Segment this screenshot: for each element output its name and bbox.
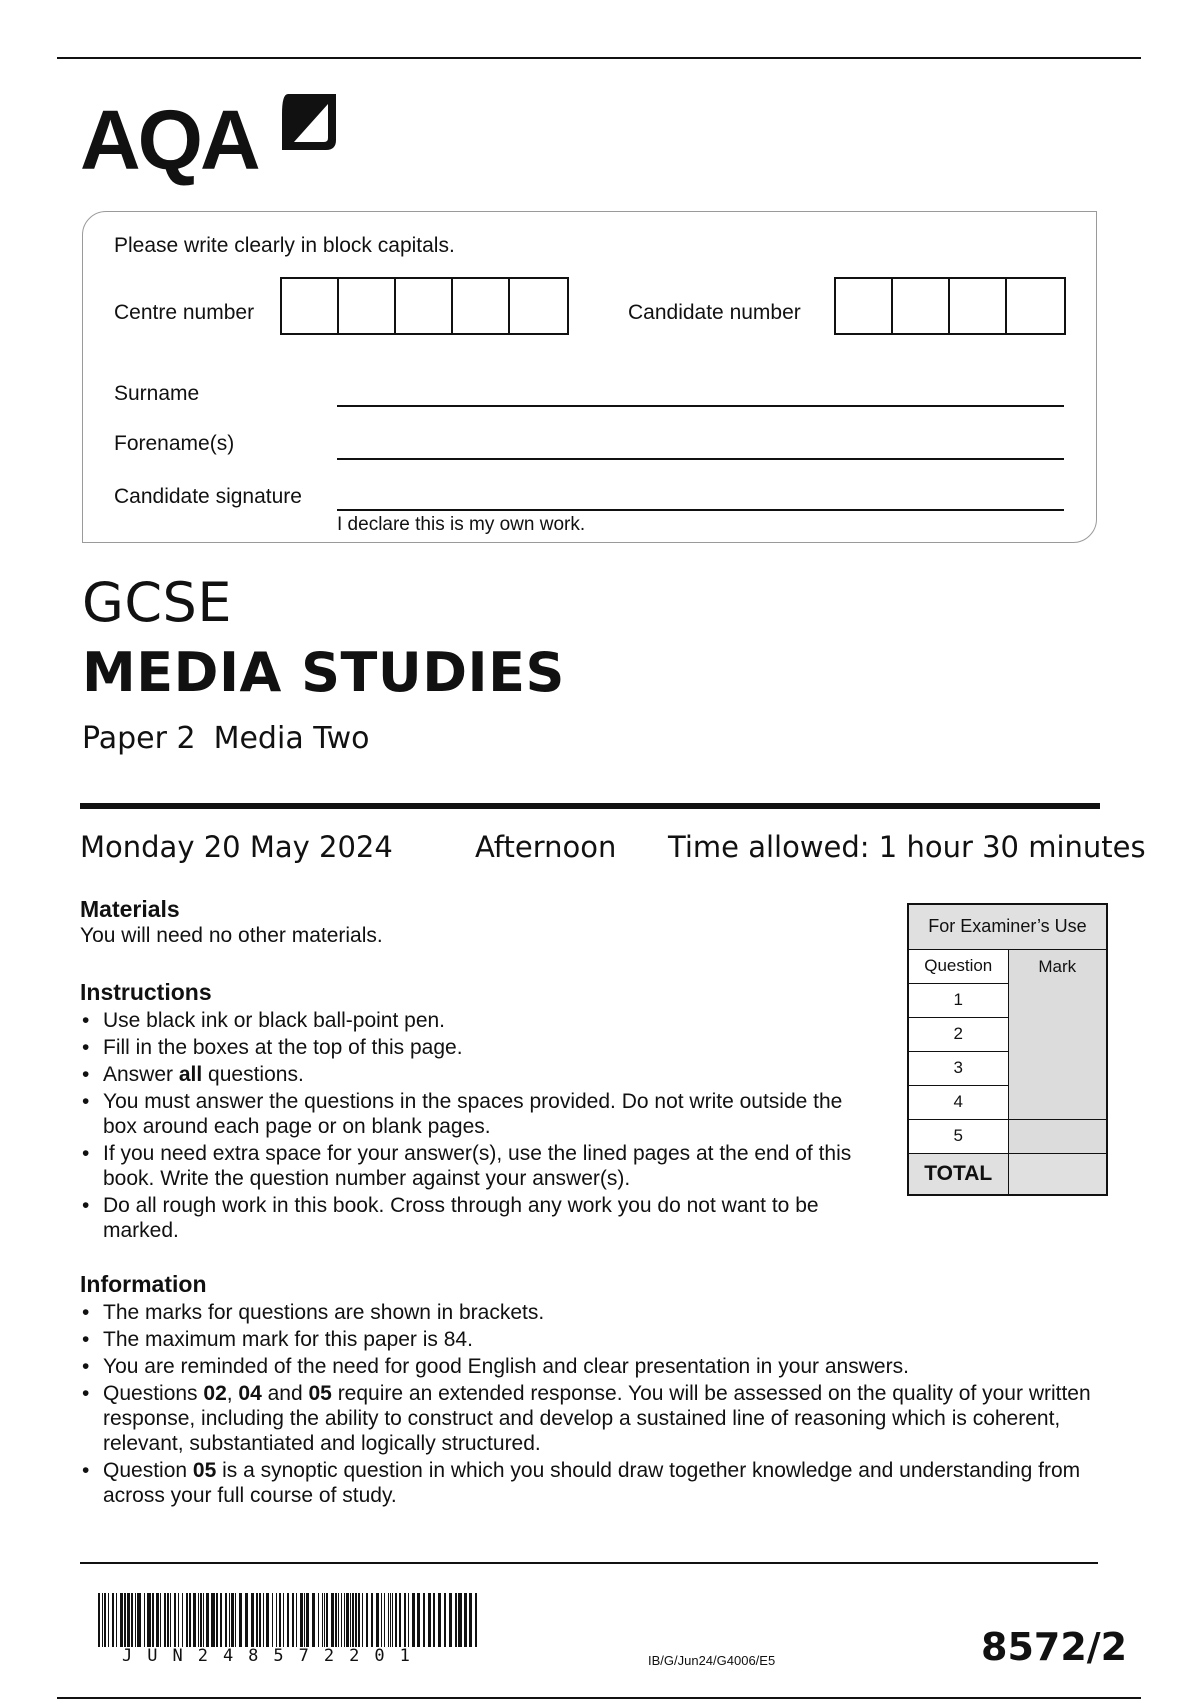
barcode-bar bbox=[324, 1593, 325, 1647]
barcode-bar bbox=[104, 1593, 106, 1647]
instructions-heading: Instructions bbox=[80, 979, 212, 1005]
question-column-header: Question bbox=[908, 949, 1008, 983]
question-ref-04: 04 bbox=[238, 1382, 262, 1405]
barcode-bar bbox=[174, 1593, 176, 1647]
barcode-bar bbox=[189, 1593, 191, 1647]
barcode-bar bbox=[225, 1593, 227, 1647]
barcode-bar bbox=[392, 1593, 393, 1647]
centre-digit-box[interactable] bbox=[282, 279, 339, 333]
barcode-bar bbox=[355, 1593, 357, 1647]
barcode-bar bbox=[245, 1593, 248, 1647]
paper-title bbox=[82, 721, 387, 756]
top-rule bbox=[57, 57, 1141, 59]
instruction-item bbox=[80, 1062, 880, 1087]
information-item: • The maximum mark for this paper is 84. bbox=[80, 1327, 1115, 1352]
question-number-cell: 5 bbox=[908, 1119, 1008, 1153]
instruction-item: • Fill in the boxes at the top of this page. bbox=[80, 1035, 880, 1060]
barcode-bar bbox=[428, 1593, 431, 1647]
information-item: • You are reminded of the need for good English and clear presentation in your answers. bbox=[80, 1354, 1115, 1379]
question-ref-05: 05 bbox=[308, 1382, 332, 1405]
barcode-bar bbox=[371, 1593, 373, 1647]
barcode-bar bbox=[164, 1593, 166, 1647]
barcode-bar bbox=[322, 1593, 323, 1647]
qualification-title: GCSE bbox=[82, 571, 232, 634]
information-item bbox=[80, 1381, 1115, 1456]
instructions-list bbox=[80, 1008, 880, 1245]
information-heading: Information bbox=[80, 1271, 207, 1297]
aqa-logo bbox=[80, 92, 342, 188]
barcode-bar bbox=[203, 1593, 204, 1647]
barcode-bar bbox=[341, 1593, 342, 1647]
instruction-item: • You must answer the questions in the spaces provided. Do not write outside the box around each page or on blank pages. bbox=[80, 1089, 880, 1139]
candidate-number-label: Candidate number bbox=[628, 301, 801, 324]
barcode-bar bbox=[170, 1593, 171, 1647]
question-number-cell: 4 bbox=[908, 1085, 1008, 1119]
instruction-item: • If you need extra space for your answer(s), use the lined pages at the end of this book. Write the question number against your answer(s). bbox=[80, 1141, 880, 1191]
subject-title: MEDIA STUDIES bbox=[82, 641, 565, 704]
signature-line[interactable] bbox=[337, 509, 1064, 511]
barcode-bar bbox=[259, 1593, 261, 1647]
question-ref-02: 02 bbox=[203, 1382, 227, 1405]
barcode-bar bbox=[412, 1593, 415, 1647]
candidate-digit-box[interactable] bbox=[1007, 279, 1064, 333]
centre-number-label: Centre number bbox=[114, 301, 255, 324]
instruction-item: • Use black ink or black ball-point pen. bbox=[80, 1008, 880, 1033]
information-item: • The marks for questions are shown in brackets. bbox=[80, 1300, 1115, 1325]
barcode-bar bbox=[127, 1593, 130, 1647]
bottom-rule bbox=[57, 1697, 1141, 1699]
barcode-bar bbox=[408, 1593, 409, 1647]
examiner-use-heading: For Examiner’s Use bbox=[908, 904, 1107, 949]
barcode-bar bbox=[283, 1593, 284, 1647]
exam-session: Afternoon bbox=[475, 830, 617, 864]
barcode-bar bbox=[335, 1593, 337, 1647]
barcode-bar bbox=[235, 1593, 236, 1647]
barcode-bar bbox=[404, 1593, 406, 1647]
barcode-bar bbox=[352, 1593, 354, 1647]
barcode-bar bbox=[229, 1593, 230, 1647]
aqa-logo-text: AQA bbox=[80, 93, 258, 187]
surname-line[interactable] bbox=[337, 405, 1064, 407]
centre-digit-box[interactable] bbox=[339, 279, 396, 333]
barcode-bar bbox=[318, 1593, 319, 1647]
barcode-bar bbox=[231, 1593, 234, 1647]
centre-number-boxes[interactable] bbox=[280, 277, 569, 335]
barcode-bar bbox=[304, 1593, 305, 1647]
barcode-bar bbox=[256, 1593, 258, 1647]
barcode-bar bbox=[449, 1593, 452, 1647]
time-allowed: Time allowed: 1 hour 30 minutes bbox=[668, 830, 1146, 864]
signature-label: Candidate signature bbox=[114, 485, 302, 508]
declaration-text: I declare this is my own work. bbox=[337, 514, 586, 535]
candidate-digit-box[interactable] bbox=[950, 279, 1007, 333]
materials-text: You will need no other materials. bbox=[80, 924, 383, 947]
mark-column-header: Mark bbox=[1008, 949, 1107, 1119]
barcode-bar bbox=[160, 1593, 161, 1647]
barcode-bar bbox=[306, 1593, 309, 1647]
barcode-bar bbox=[147, 1593, 151, 1647]
surname-label: Surname bbox=[114, 382, 200, 405]
barcode-bar bbox=[124, 1593, 126, 1647]
barcode-bar bbox=[112, 1593, 114, 1647]
barcode-bar bbox=[186, 1593, 188, 1647]
paper-name: Media Two bbox=[213, 721, 370, 756]
barcode-bar bbox=[266, 1593, 269, 1647]
barcode-bar bbox=[300, 1593, 303, 1647]
barcode-bar bbox=[200, 1593, 202, 1647]
centre-digit-box[interactable] bbox=[396, 279, 453, 333]
title-divider bbox=[80, 803, 1100, 809]
barcode-bar bbox=[458, 1593, 462, 1647]
barcode-bar bbox=[444, 1593, 446, 1647]
barcode-bar bbox=[287, 1593, 289, 1647]
information-item bbox=[80, 1458, 1115, 1508]
footer-rule bbox=[80, 1562, 1098, 1564]
barcode-bar bbox=[263, 1593, 264, 1647]
exam-date: Monday 20 May 2024 bbox=[80, 830, 393, 864]
barcode-bar bbox=[120, 1593, 123, 1647]
synoptic-prefix: Question bbox=[103, 1459, 193, 1482]
forename-line[interactable] bbox=[337, 458, 1064, 460]
barcode-bar bbox=[388, 1593, 389, 1647]
barcode-bar bbox=[358, 1593, 360, 1647]
candidate-digit-box[interactable] bbox=[893, 279, 950, 333]
answer-all-prefix: Answer bbox=[103, 1063, 179, 1086]
question-number-cell: 1 bbox=[908, 983, 1008, 1017]
barcode-bar bbox=[98, 1593, 100, 1647]
questions-prefix: Questions bbox=[103, 1382, 204, 1405]
barcode-bar bbox=[220, 1593, 222, 1647]
centre-digit-box[interactable] bbox=[453, 279, 510, 333]
barcode-bar bbox=[102, 1593, 103, 1647]
candidate-digit-box[interactable] bbox=[836, 279, 893, 333]
answer-all-emphasis: all bbox=[178, 1063, 203, 1086]
barcode-bar bbox=[395, 1593, 397, 1647]
barcode-bar bbox=[182, 1593, 183, 1647]
barcode-bar bbox=[381, 1593, 382, 1647]
question-number-cell: 2 bbox=[908, 1017, 1008, 1051]
barcode-bar bbox=[178, 1593, 179, 1647]
document-reference: IB/G/Jun24/G4006/E5 bbox=[648, 1653, 776, 1668]
barcode-bar bbox=[292, 1593, 294, 1647]
barcode-bar bbox=[131, 1593, 133, 1647]
barcode-bar bbox=[216, 1593, 218, 1647]
barcode-bar bbox=[279, 1593, 281, 1647]
candidate-number-boxes[interactable] bbox=[834, 277, 1066, 335]
materials-heading: Materials bbox=[80, 896, 180, 922]
barcode-bar bbox=[399, 1593, 401, 1647]
paper-code: 8572/2 bbox=[981, 1625, 1128, 1669]
barcode-bar bbox=[156, 1593, 159, 1647]
barcode-bar bbox=[296, 1593, 297, 1647]
questions-sep: , bbox=[226, 1382, 239, 1405]
barcode-bar bbox=[376, 1593, 379, 1647]
barcode-bar bbox=[193, 1593, 196, 1647]
total-label: TOTAL bbox=[908, 1153, 1008, 1195]
barcode-bar bbox=[206, 1593, 209, 1647]
information-list bbox=[80, 1300, 1115, 1510]
forename-label: Forename(s) bbox=[114, 432, 235, 455]
barcode-icon bbox=[98, 1593, 482, 1647]
barcode-bar bbox=[423, 1593, 425, 1647]
barcode-bar bbox=[346, 1593, 349, 1647]
barcode-bar bbox=[455, 1593, 457, 1647]
barcode-bar bbox=[152, 1593, 154, 1647]
synoptic-suffix: is a synoptic question in which you should draw together knowledge and understanding from across your full course of study. bbox=[103, 1459, 1081, 1507]
barcode-bar bbox=[211, 1593, 215, 1647]
barcode-bar bbox=[433, 1593, 435, 1647]
barcode-bar bbox=[251, 1593, 254, 1647]
barcode-bar bbox=[239, 1593, 242, 1647]
centre-digit-box[interactable] bbox=[510, 279, 567, 333]
question-number-cell: 3 bbox=[908, 1051, 1008, 1085]
paper-number: Paper 2 bbox=[82, 721, 196, 756]
barcode-bar bbox=[475, 1593, 477, 1647]
barcode-bar bbox=[344, 1593, 345, 1647]
answer-all-suffix: questions. bbox=[202, 1063, 304, 1086]
barcode-bar bbox=[464, 1593, 467, 1647]
barcode-bar bbox=[384, 1593, 385, 1647]
barcode-bar bbox=[198, 1593, 199, 1647]
barcode-bar bbox=[312, 1593, 315, 1647]
barcode-bar bbox=[135, 1593, 136, 1647]
barcode-bar bbox=[438, 1593, 441, 1647]
barcode-bar bbox=[326, 1593, 328, 1647]
instruction-item: • Do all rough work in this book. Cross through any work you do not want to be marked. bbox=[80, 1193, 880, 1243]
barcode-bar bbox=[116, 1593, 117, 1647]
questions-and: and bbox=[261, 1382, 309, 1405]
examiner-use-table bbox=[907, 903, 1108, 1196]
barcode-bar bbox=[331, 1593, 334, 1647]
barcode-bar bbox=[272, 1593, 273, 1647]
barcode-bar bbox=[350, 1593, 351, 1647]
barcode-bar bbox=[108, 1593, 109, 1647]
barcode-bar bbox=[366, 1593, 368, 1647]
barcode-bar bbox=[167, 1593, 169, 1647]
barcode-bar bbox=[144, 1593, 145, 1647]
question-ref-05-synoptic: 05 bbox=[192, 1459, 217, 1482]
barcode-bar bbox=[417, 1593, 420, 1647]
barcode-bar bbox=[137, 1593, 141, 1647]
barcode-bar bbox=[338, 1593, 339, 1647]
barcode-bar bbox=[362, 1593, 363, 1647]
barcode-bar bbox=[390, 1593, 391, 1647]
questions-suffix: require an extended response. You will be assessed on the quality of your written response, including the ability to construct and develop a sustained line of reasoning which is coherent, relevant, substantiated and logically structured. bbox=[103, 1382, 1091, 1455]
barcode-bar bbox=[276, 1593, 277, 1647]
total-mark-cell bbox=[1008, 1153, 1107, 1195]
block-capitals-instruction: Please write clearly in block capitals. bbox=[114, 234, 455, 257]
barcode-bar bbox=[469, 1593, 472, 1647]
mark-cell bbox=[1008, 1119, 1107, 1153]
barcode-text: JUN248572201 bbox=[122, 1646, 425, 1666]
aqa-logo-mark-icon bbox=[280, 92, 340, 152]
